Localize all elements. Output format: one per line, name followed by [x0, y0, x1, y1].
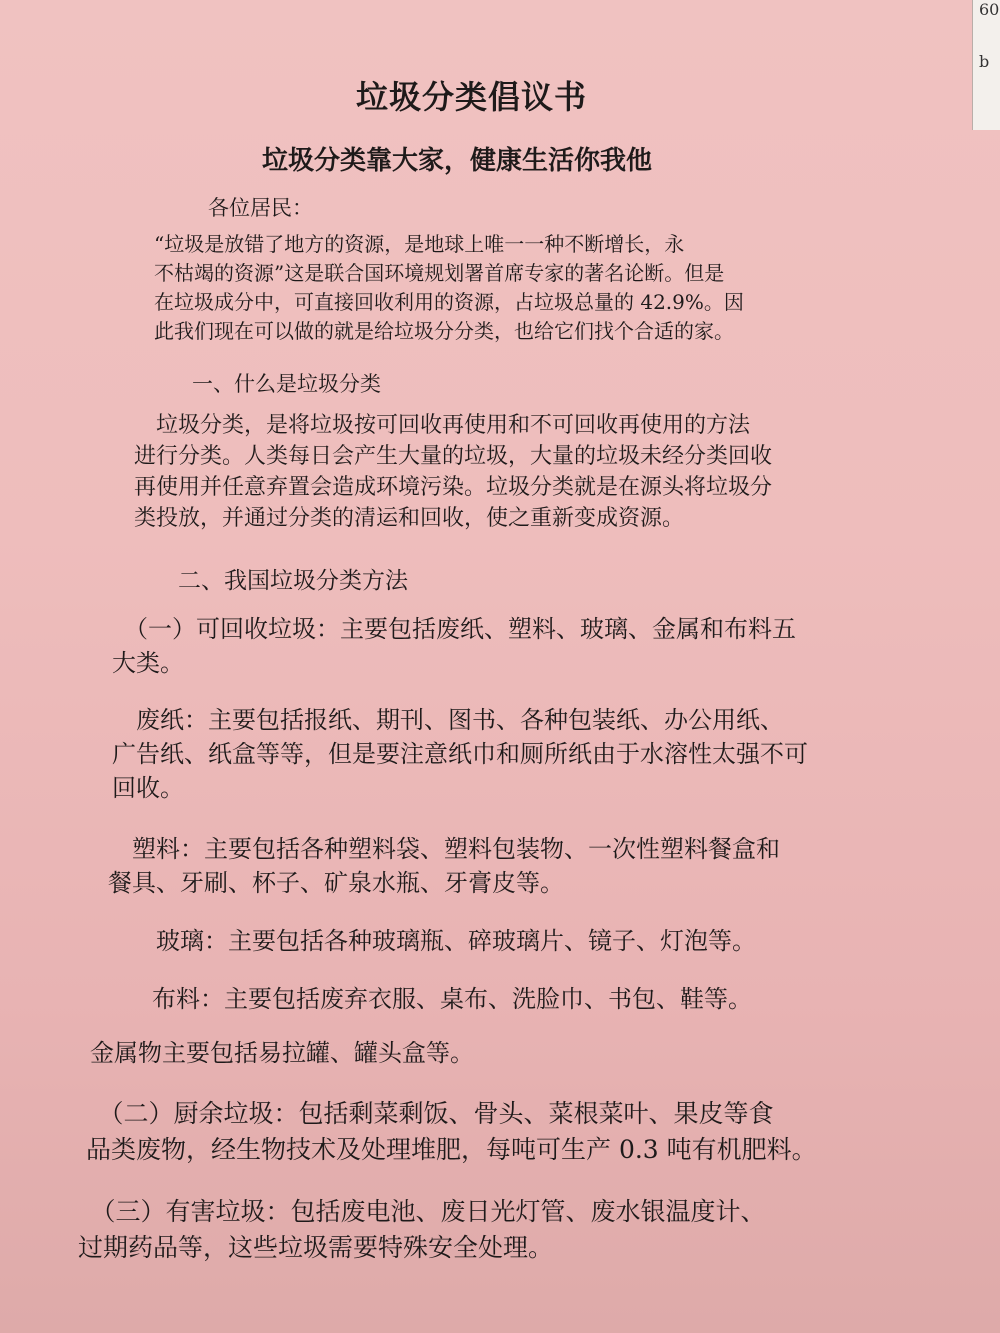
text-line: 废纸：主要包括报纸、期刊、图书、各种包装纸、办公用纸、 — [112, 706, 784, 734]
text-line: 进行分类。人类每日会产生大量的垃圾，大量的垃圾未经分类回收 — [134, 444, 773, 469]
text-line: 在垃圾成分中，可直接回收利用的资源，占垃圾总量的 42.9%。因 — [154, 290, 744, 314]
recyclable-paragraph — [112, 612, 796, 680]
text-line: 品类废物，经生物技术及处理堆肥，每吨可生产 0.3 吨有机肥料。 — [86, 1135, 817, 1164]
plastic-paragraph — [108, 832, 780, 900]
text-line: 广告纸、纸盒等等，但是要注意纸巾和厕所纸由于水溶性太强不可 — [112, 740, 808, 768]
document-subtitle: 垃圾分类靠大家，健康生活你我他 — [262, 146, 653, 176]
text-line: “垃圾是放错了地方的资源，是地球上唯一一种不断增长，永 — [154, 232, 685, 256]
edge-text-bottom: b — [979, 52, 990, 71]
hazardous-waste-paragraph — [78, 1194, 766, 1266]
edge-text-top: 60 — [979, 0, 1000, 19]
text-line: 大类。 — [112, 649, 184, 677]
kitchen-waste-paragraph — [86, 1096, 817, 1168]
text-line: 不枯竭的资源”这是联合国环境规划署首席专家的著名论断。但是 — [154, 261, 725, 285]
text-line: 再使用并任意弃置会造成环境污染。垃圾分类就是在源头将垃圾分 — [134, 475, 773, 500]
text-line: 塑料：主要包括各种塑料袋、塑料包装物、一次性塑料餐盒和 — [108, 835, 780, 863]
greeting: 各位居民： — [208, 196, 313, 220]
text-line: 过期药品等，这些垃圾需要特殊安全处理。 — [78, 1233, 554, 1262]
section-heading-methods: 二、我国垃圾分类方法 — [178, 568, 408, 594]
text-line: 此我们现在可以做的就是给垃圾分分类，也给它们找个合适的家。 — [154, 319, 734, 343]
glass-line: 玻璃：主要包括各种玻璃瓶、碎玻璃片、镜子、灯泡等。 — [156, 927, 756, 955]
text-line: 回收。 — [112, 774, 184, 802]
paper-paragraph — [112, 703, 808, 805]
text-line: （三）有害垃圾：包括废电池、废日光灯管、废水银温度计、 — [78, 1197, 766, 1226]
metal-line: 金属物主要包括易拉罐、罐头盒等。 — [90, 1039, 474, 1067]
document-title: 垃圾分类倡议书 — [356, 78, 588, 116]
text-line: （一）可回收垃圾：主要包括废纸、塑料、玻璃、金属和布料五 — [112, 615, 796, 643]
section-heading-what-is: 一、什么是垃圾分类 — [192, 372, 381, 396]
intro-paragraph — [154, 230, 744, 346]
adjacent-paper-edge — [972, 0, 1000, 130]
text-line: 垃圾分类，是将垃圾按可回收再使用和不可回收再使用的方法 — [134, 413, 751, 438]
text-line: 类投放，并通过分类的清运和回收，使之重新变成资源。 — [134, 506, 685, 531]
text-line: 餐具、牙刷、杯子、矿泉水瓶、牙膏皮等。 — [108, 869, 564, 897]
definition-paragraph — [134, 410, 772, 534]
cloth-line: 布料：主要包括废弃衣服、桌布、洗脸巾、书包、鞋等。 — [152, 985, 752, 1013]
text-line: （二）厨余垃圾：包括剩菜剩饭、骨头、菜根菜叶、果皮等食 — [86, 1099, 774, 1128]
